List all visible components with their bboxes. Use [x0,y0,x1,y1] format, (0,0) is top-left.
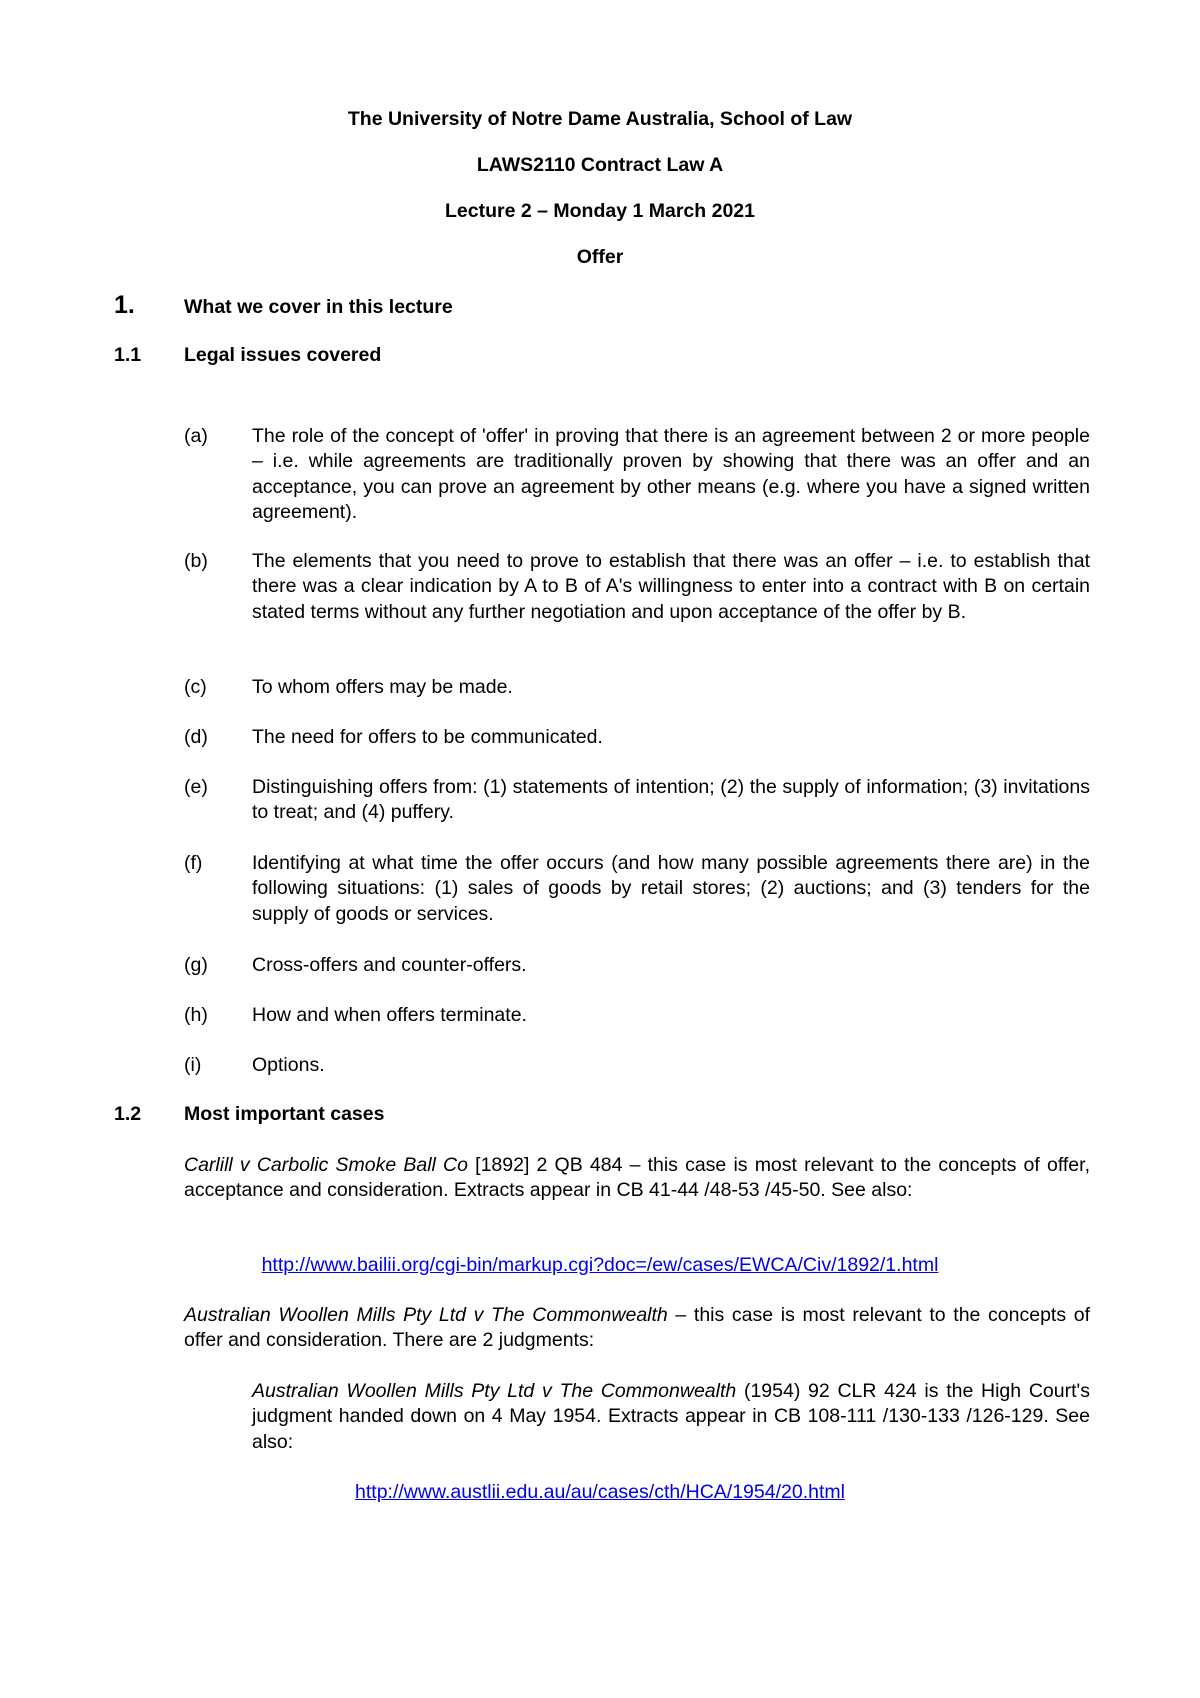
list-item-label: (e) [184,776,208,798]
list-item-label: (h) [184,1004,208,1026]
section-1-2-title: Most important cases [184,1103,385,1125]
list-item-text: The need for offers to be communicated. [252,726,603,748]
list-item-label: (g) [184,954,208,976]
list-item-text: To whom offers may be made. [252,676,513,698]
list-item-text: Options. [252,1054,325,1076]
case-description: – this case is most relevant to the concepts of offer and consideration. There are 2 judgments: [184,1304,1091,1352]
topic-heading: Offer [576,246,624,268]
list-item-text: Cross-offers and counter-offers. [252,954,527,976]
list-item-text: The elements that you need to prove to establish that there was an offer – i.e. to establish that there was a clear indication by A to B of A's willingness to enter into a contract with B on certain stated terms without any further negotiation and upon acceptance of the offer by B. [252,550,1090,623]
section-1-title: What we cover in this lecture [184,296,453,318]
case-awm-hca-paragraph [252,1379,1090,1455]
case-awm-paragraph [184,1303,1090,1354]
bailii-link[interactable]: http://www.bailii.org/cgi-bin/markup.cgi?doc=/ew/cases/EWCA/Civ/1892/1.html [261,1254,939,1276]
section-1-number: 1. [114,291,135,319]
bailii-link-row [0,1253,1200,1278]
list-item-text: Identifying at what time the offer occurs (and how many possible agreements there are) in the following situations: (1) sales of goods by retail stores; (2) auctions; and (3) tenders for the supply of goods or services. [252,852,1090,925]
case-description: (1954) 92 CLR 424 is the High Court's judgment handed down on 4 May 1954. Extracts appear in CB 108-111 /130-133 /126-129. See also: [252,1380,1090,1453]
austlii-link[interactable]: http://www.austlii.edu.au/au/cases/cth/HCA/1954/20.html [355,1481,845,1503]
list-item-label: (i) [184,1054,202,1076]
case-name: Carlill v Carbolic Smoke Ball Co [184,1154,468,1176]
case-name: Australian Woollen Mills Pty Ltd v The Commonwealth [184,1304,668,1326]
list-item-label: (c) [184,676,207,698]
list-item-text: Distinguishing offers from: (1) statements of intention; (2) the supply of information; (3) invitations to treat; and (4) puffery. [252,776,1090,824]
institution-heading: The University of Notre Dame Australia, School of Law [347,108,853,130]
case-description: [1892] 2 QB 484 – this case is most relevant to the concepts of offer, acceptance and consideration. Extracts appear in CB 41-44 /48-53 /45-50. See also: [184,1154,1090,1202]
lecture-heading: Lecture 2 – Monday 1 March 2021 [445,200,755,222]
list-item-text: How and when offers terminate. [252,1004,527,1026]
list-item-label: (a) [184,425,208,447]
list-item-text: The role of the concept of 'offer' in proving that there is an agreement between 2 or more people – i.e. while agreements are traditionally proven by showing that there was an offer and an acceptance, you can prove an agreement by other means (e.g. where you have a signed written agreement). [252,425,1090,523]
list-item-label: (b) [184,550,208,572]
list-item-label: (d) [184,726,208,748]
section-1-2-number: 1.2 [114,1103,142,1125]
section-1-1-number: 1.1 [114,344,142,366]
course-heading: LAWS2110 Contract Law A [476,154,724,176]
section-1-1-title: Legal issues covered [184,344,382,366]
case-name: Australian Woollen Mills Pty Ltd v The Commonwealth [252,1380,737,1402]
austlii-link-row [0,1480,1200,1505]
case-carlill-paragraph [184,1153,1090,1204]
list-item-label: (f) [184,852,203,874]
